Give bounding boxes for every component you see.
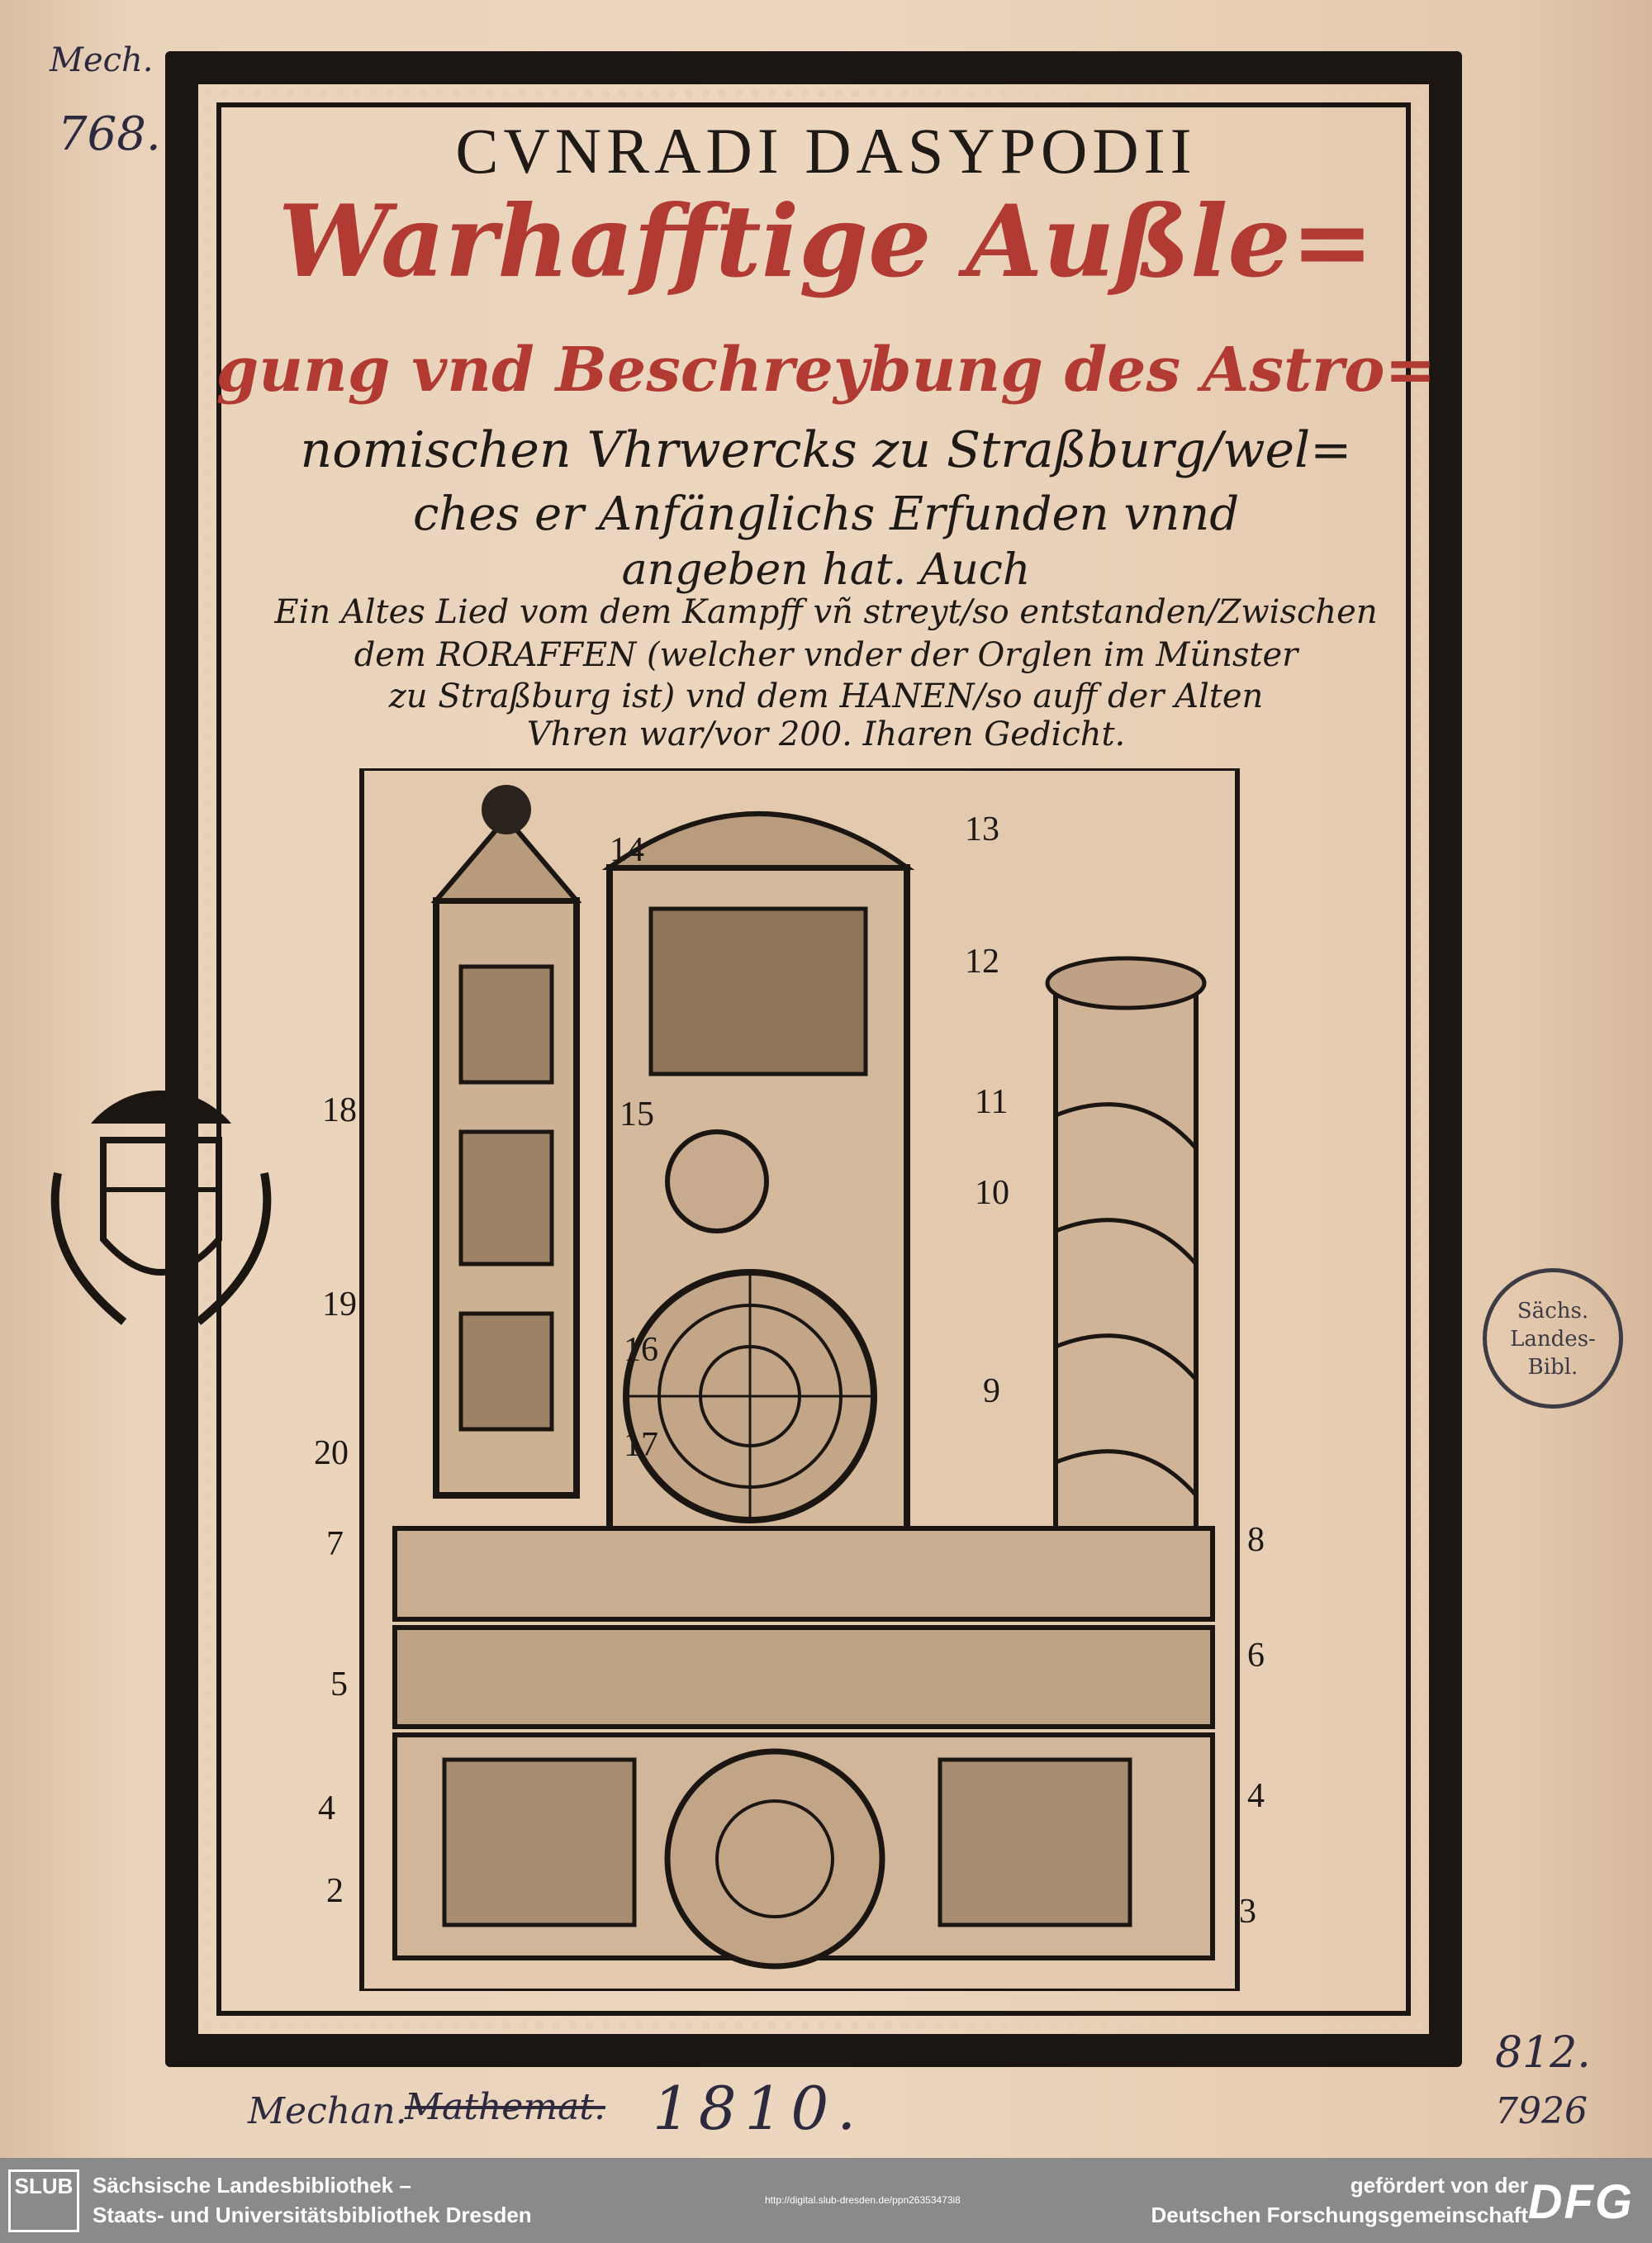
label-7: 7 <box>326 1525 344 1563</box>
label-5: 5 <box>330 1666 348 1704</box>
title-line-5: angeben hat. Auch <box>621 545 1031 595</box>
label-6: 6 <box>1247 1637 1265 1675</box>
title-line-4: ches er Anfänglichs Erfunden vnnd <box>412 487 1240 541</box>
funding-line-1: gefördert von der <box>1350 2173 1528 2198</box>
digitization-footer <box>0 2158 1652 2243</box>
subtitle-line-3: zu Straßburg ist) vnd dem HANEN/so auff der Alten <box>388 677 1264 715</box>
stamp-line-1: Sächs. <box>1517 1299 1589 1323</box>
dfg-logo: DFG <box>1527 2175 1634 2229</box>
library-ownership-stamp <box>1483 1268 1623 1409</box>
label-13: 13 <box>965 810 999 848</box>
subtitle-line-2: dem RORAFFEN (welcher vnder der Orglen im Münster <box>354 636 1298 674</box>
accession-year: 1810. <box>653 2074 865 2143</box>
astronomical-clock-woodcut <box>345 768 1254 1991</box>
margin-note-2: 7926 <box>1495 2090 1588 2132</box>
library-name-line-1: Sächsische Landesbibliothek – <box>93 2173 411 2198</box>
label-4-left: 4 <box>318 1789 335 1827</box>
label-11: 11 <box>975 1083 1009 1121</box>
library-crest-stamp <box>25 1074 297 1355</box>
label-19: 19 <box>322 1285 357 1323</box>
label-9: 9 <box>983 1372 1000 1410</box>
slub-logo: SLUB <box>8 2169 79 2232</box>
label-4-right: 4 <box>1247 1777 1265 1815</box>
author-line: CVNRADI DASYPODII <box>455 115 1197 187</box>
label-16: 16 <box>624 1331 658 1369</box>
margin-note-1: 812. <box>1495 2028 1591 2078</box>
label-12: 12 <box>965 943 999 981</box>
label-17: 17 <box>624 1426 658 1464</box>
stamp-line-2: Landes- <box>1510 1327 1596 1352</box>
struck-annotation: Mathemat. <box>405 2086 605 2128</box>
title-line-1: Warhafftige Außle= <box>278 183 1374 300</box>
funding-line-2: Deutschen Forschungsgemeinschaft <box>1151 2203 1528 2227</box>
shelfmark-number: 768. <box>58 107 161 161</box>
subtitle-line-1: Ein Altes Lied vom dem Kampff vñ streyt/so entstanden/Zwischen <box>274 593 1378 631</box>
label-18: 18 <box>322 1091 357 1129</box>
permalink-url[interactable]: http://digital.slub-dresden.de/ppn26353473i8 <box>765 2194 961 2206</box>
stamp-line-3: Bibl. <box>1527 1355 1578 1380</box>
library-name-line-2: Staats- und Universitätsbibliothek Dresden <box>93 2203 532 2227</box>
subtitle-line-4: Vhren war/vor 200. Iharen Gedicht. <box>526 715 1126 753</box>
title-line-2: gung vnd Beschreybung des Astro= <box>216 335 1436 406</box>
label-2: 2 <box>326 1872 344 1910</box>
label-3: 3 <box>1239 1893 1256 1931</box>
label-8: 8 <box>1247 1521 1265 1559</box>
label-15: 15 <box>620 1095 654 1133</box>
subject-annotation: Mechan. <box>248 2090 407 2132</box>
shelfmark-top: Mech. <box>50 41 154 79</box>
label-10: 10 <box>975 1174 1009 1212</box>
title-line-3: nomischen Vhrwercks zu Straßburg/wel= <box>300 421 1352 479</box>
label-20: 20 <box>314 1434 349 1472</box>
label-14: 14 <box>610 831 644 869</box>
